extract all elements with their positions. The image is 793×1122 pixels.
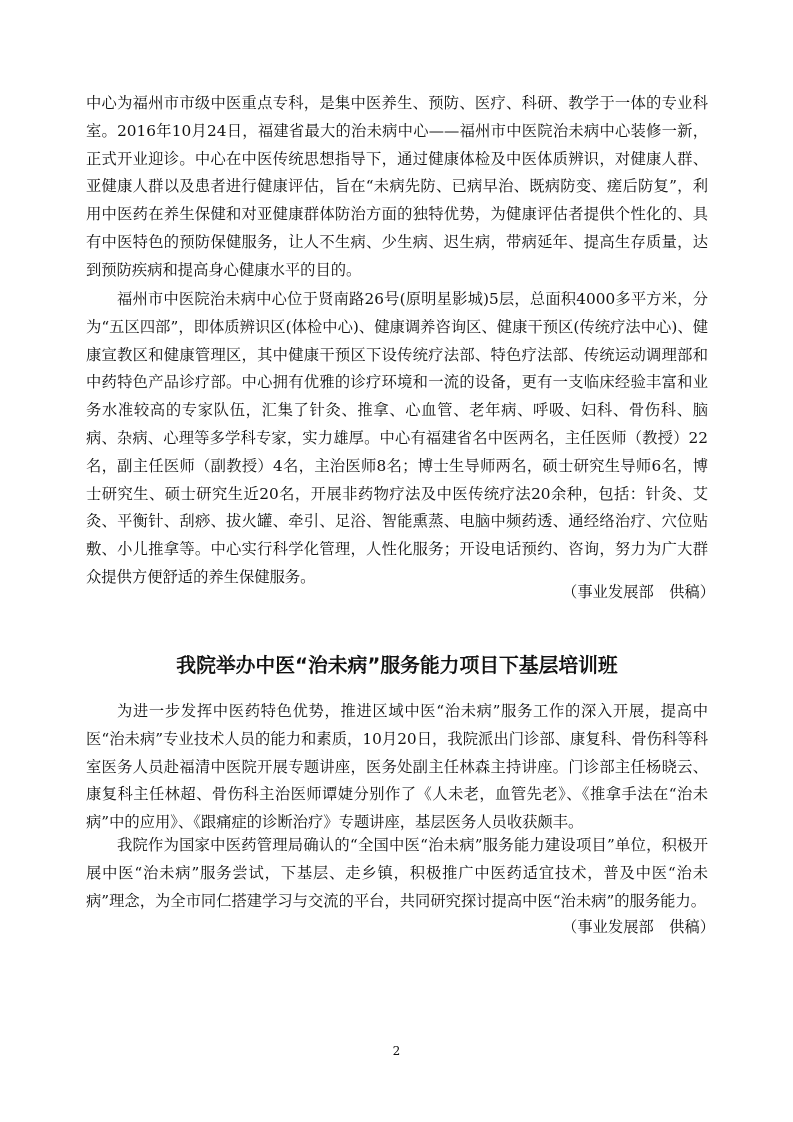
article1-paragraph-2: 福州市中医院治未病中心位于贤南路26号(原明星影城)5层，总面积4000多平方米，分为“五区四部”，即体质辨识区(体检中心)、健康调养咨询区、健康干预区(传统疗法中心)、健康宣教区和健康管理区，其中健康干预区下设传统疗法部、特色疗法部、传统运动调理部和中药特色产品诊疗部。中心拥有优雅的诊疗环境和一流的设备，更有一支临床经验丰富和业务水准较高的专家队伍，汇集了针灸、推拿、心血管、老年病、呼吸、妇科、骨伤科、脑病、杂病、心理等多学科专家，实力雄厚。中心有福建省名中医两名，主任医师（教授）22名，副主任医师（副教授）4名，主治医师8名；博士生导师两名，硕士研究生导师6名，博士研究生、硕士研究生近20名，开展非药物疗法及中医传统疗法20余种，包括：针灸、艾灸、平衡针、刮痧、拔火罐、牵引、足浴、智能熏蒸、电脑中频药透、通经络治疗、穴位贴敷、小儿推拿等。中心实行科学化管理，人性化服务；开设电话预约、咨询，努力为广大群众提供方便舒适的养生保健服务。 [86, 290, 708, 586]
article1-paragraph-1: 中心为福州市市级中医重点专科，是集中医养生、预防、医疗、科研、教学于一体的专业科室。2016年10月24日，福建省最大的治未病中心——福州市中医院治未病中心装修一新，正式开业迎诊。中心在中医传统思想指导下，通过健康体检及中医体质辨识，对健康人群、亚健康人群以及患者进行健康评估，旨在“未病先防、已病早治、既病防变、瘥后防复”，利用中医药在养生保健和对亚健康群体防治方面的独特优势，为健康评估者提供个性化的、具有中医特色的预防保健服务，让人不生病、少生病、迟生病，带病延年、提高生存质量，达到预防疾病和提高身心健康水平的目的。 [86, 94, 708, 279]
article2-credit: （事业发展部 供稿） [562, 918, 715, 936]
article1-credit: （事业发展部 供稿） [562, 583, 715, 601]
article2-paragraph-2: 我院作为国家中医药管理局确认的“全国中医“治未病”服务能力建设项目”单位，积极开展中医“治未病”服务尝试，下基层、走乡镇，积极推广中医药适宜技术，普及中医“治未病”理念，为全市同仁搭建学习与交流的平台，共同研究探讨提高中医“治未病”的服务能力。 [86, 836, 708, 910]
article2-title: 我院举办中医“治未病”服务能力项目下基层培训班 [176, 654, 618, 677]
page-number: 2 [392, 1044, 401, 1058]
article2-paragraph-1: 为进一步发挥中医药特色优势，推进区域中医“治未病”服务工作的深入开展，提高中医“治未病”专业技术人员的能力和素质，10月20日，我院派出门诊部、康复科、骨伤科等科室医务人员赴福清中医院开展专题讲座，医务处副主任林森主持讲座。门诊部主任杨晓云、康复科主任林超、骨伤科主治医师谭婕分别作了《人未老，血管先老》、《推拿手法在“治未病”中的应用》、《跟痛症的诊断治疗》专题讲座，基层医务人员收获颇丰。 [86, 702, 708, 832]
